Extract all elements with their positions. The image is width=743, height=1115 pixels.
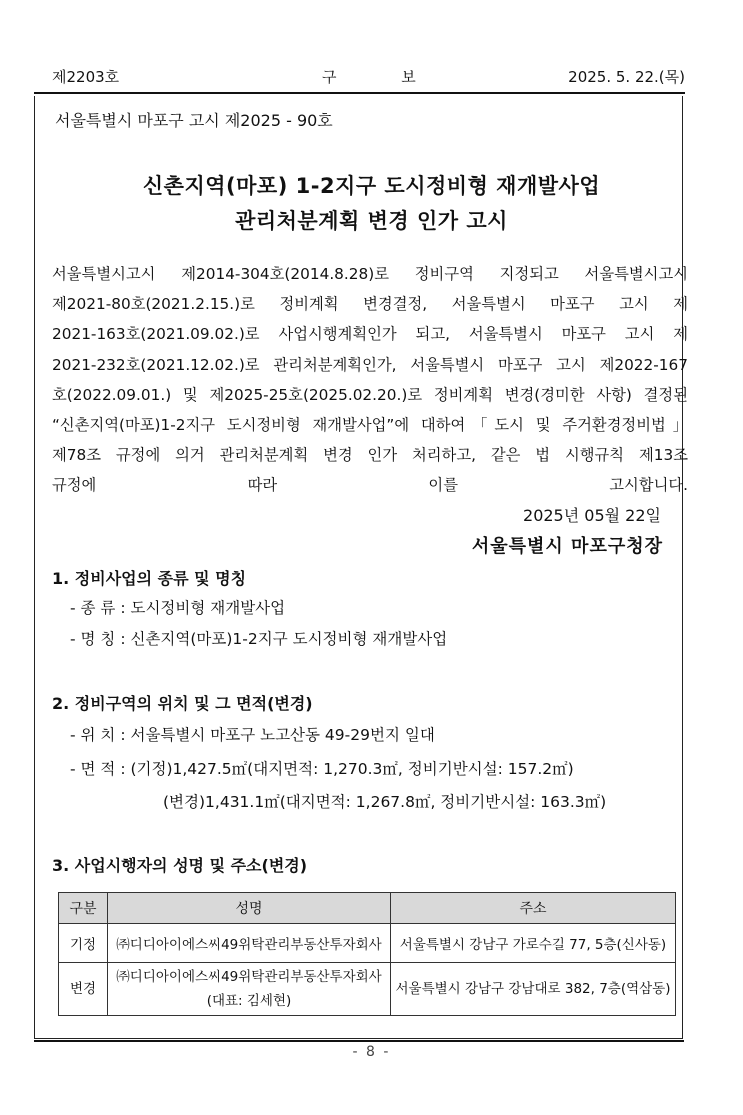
operator-table [58,892,676,1016]
column-header-name: 성명 [108,893,391,924]
issue-number: 제2203호 [52,68,120,86]
running-header [52,66,685,88]
row-address: 서울특별시 강남구 강남대로 382, 7층(역삼동) [391,963,676,1016]
column-header-address: 주소 [391,893,676,924]
section-1-heading: 1. 정비사업의 종류 및 명칭 [52,569,247,588]
body-line: 규정에 따라 이를 고시합니다. [52,476,688,495]
row-name: ㈜디디아이에스씨49위탁관리부동산투자회사 [116,969,382,985]
publication-name: 구 보 [322,68,446,86]
section-2-item-location: - 위 치 : 서울특별시 마포구 노고산동 49-29번지 일대 [70,726,435,744]
title-line-2: 관리처분계획 변경 인가 고시 [235,209,508,233]
section-2-heading: 2. 정비구역의 위치 및 그 면적(변경) [52,694,313,713]
body-line: 서울특별시고시 제2014-304호(2014.8.28)로 정비구역 지정되고 서울특별시고시 [52,265,688,283]
section-3-heading: 3. 사업시행자의 성명 및 주소(변경) [52,856,308,875]
table-row [59,963,676,1016]
issuer-name: 서울특별시 마포구청장 [471,536,663,557]
header-divider [34,92,685,94]
notice-box-bottom-rule [34,1040,684,1042]
body-line: 2021-232호(2021.12.02.)로 관리처분계획인가, 서울특별시 마포구 고시 제2022-167 [52,355,688,374]
section-1-item-name: - 명 칭 : 신촌지역(마포)1-2지구 도시정비형 재개발사업 [70,630,448,648]
row-address: 서울특별시 강남구 가로수길 77, 5층(신사동) [391,924,676,963]
row-type: 변경 [59,963,108,1016]
section-2-item-area-after: (변경)1,431.1㎡(대지면적: 1,267.8㎡, 정비기반시설: 163.3㎡) [163,793,607,811]
body-line: 호(2022.09.01.) 및 제2025-25호(2025.02.20.)로 정비계획 변경(경미한 사항) 결정된 [52,385,688,404]
row-name: ㈜디디아이에스씨49위탁관리부동산투자회사 [108,924,391,963]
notice-date: 2025년 05월 22일 [523,506,661,525]
row-name-cell [108,963,391,1016]
row-representative: (대표: 김세현) [206,993,292,1009]
notice-body [52,259,688,501]
body-line: “신촌지역(마포)1-2지구 도시정비형 재개발사업”에 대하여「도시 및 주거환경정비법」 [52,416,688,435]
body-line: 제2021-80호(2021.2.15.)로 정비계획 변경결정, 서울특별시 마포구 고시 제 [52,295,688,314]
column-header-type: 구분 [59,893,108,924]
table-row [59,924,676,963]
table-header-row [59,893,676,924]
notice-number: 서울특별시 마포구 고시 제2025 - 90호 [55,111,333,130]
section-2-item-area-before: - 면 적 : (기정)1,427.5㎡(대지면적: 1,270.3㎡, 정비기반시설: 157.2㎡) [70,760,574,778]
row-type: 기정 [59,924,108,963]
body-line: 2021-163호(2021.09.02.)로 사업시행계획인가 되고, 서울특별시 마포구 고시 제 [52,325,688,344]
section-1-item-type: - 종 류 : 도시정비형 재개발사업 [70,599,286,617]
publication-date: 2025. 5. 22.(목) [568,68,685,86]
page-number: - 8 - [352,1044,391,1060]
body-line: 제78조 규정에 의거 관리처분계획 변경 인가 처리하고, 같은 법 시행규칙 제13조 [52,446,688,465]
title-line-1: 신촌지역(마포) 1-2지구 도시정비형 재개발사업 [142,174,601,198]
